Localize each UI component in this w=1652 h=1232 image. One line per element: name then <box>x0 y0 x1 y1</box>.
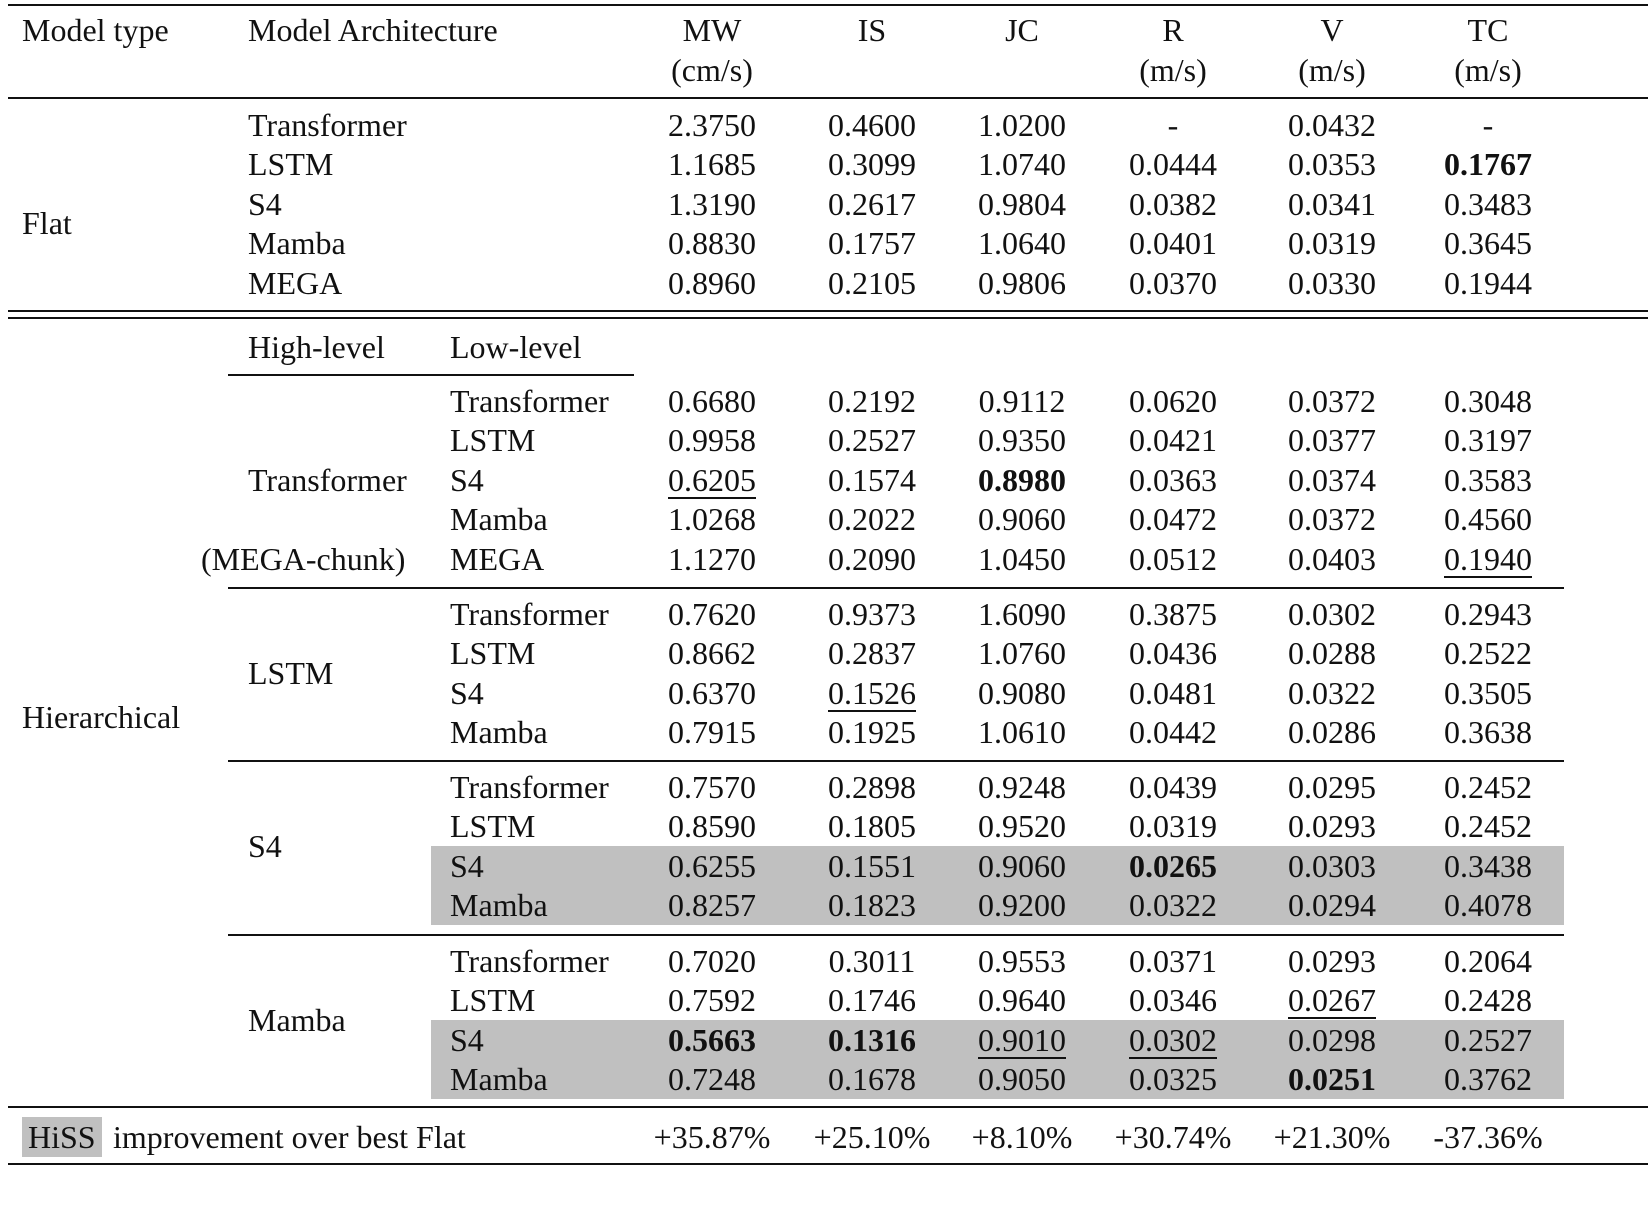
cell-v: 0.0303 <box>1288 847 1376 884</box>
cell-mw: 0.8830 <box>668 225 756 262</box>
low-level-label: Mamba <box>450 501 548 538</box>
cell-tc: 0.3505 <box>1444 674 1532 711</box>
improvement-tc: -37.36% <box>1433 1119 1543 1155</box>
cell-is: 0.2090 <box>828 540 916 577</box>
header-r: R <box>1162 12 1184 48</box>
cell-v: 0.0298 <box>1288 1021 1376 1058</box>
cell-r: 0.0401 <box>1129 225 1217 262</box>
cell-jc: 1.0640 <box>978 225 1066 262</box>
cell-r: 0.0322 <box>1129 887 1217 924</box>
low-level-label: Mamba <box>450 887 548 924</box>
cell-jc: 0.9350 <box>978 422 1066 459</box>
cell-r: 0.0346 <box>1129 982 1217 1019</box>
cell-jc: 0.8980 <box>978 461 1066 498</box>
cell-v: 0.0432 <box>1288 107 1376 143</box>
cell-v: 0.0293 <box>1288 943 1376 979</box>
cell-jc: 1.0450 <box>978 540 1066 577</box>
cell-r: 0.0302 <box>1129 1021 1217 1058</box>
cell-is: 0.1746 <box>828 982 916 1019</box>
cell-v: 0.0294 <box>1288 887 1376 924</box>
cell-v: 0.0341 <box>1288 185 1376 222</box>
cell-is: 0.1574 <box>828 461 916 498</box>
cell-mw: 0.7248 <box>668 1061 756 1098</box>
high-level-label: S4 <box>248 828 282 865</box>
cell-jc: 0.9553 <box>978 943 1066 979</box>
cell-jc: 0.9806 <box>978 264 1066 301</box>
cell-v: 0.0302 <box>1288 596 1376 632</box>
high-level-label: Mamba <box>248 1002 346 1039</box>
cell-r: 0.0382 <box>1129 185 1217 222</box>
low-level-label: Transformer <box>450 596 609 632</box>
cell-jc: 1.0740 <box>978 146 1066 183</box>
cell-mw: 1.3190 <box>668 185 756 222</box>
cell-mw: 1.1685 <box>668 146 756 183</box>
low-level-label: S4 <box>450 461 484 498</box>
cell-is: 0.1925 <box>828 714 916 751</box>
cell-tc: 0.2522 <box>1444 635 1532 672</box>
cell-tc: 0.2943 <box>1444 596 1532 632</box>
cell-jc: 0.9112 <box>978 383 1066 419</box>
cell-tc: 0.4560 <box>1444 501 1532 538</box>
flat-arch-label: Transformer <box>248 107 407 143</box>
low-level-label: Mamba <box>450 714 548 751</box>
improvement-v: +21.30% <box>1273 1119 1391 1155</box>
cell-is: 0.1526 <box>828 674 916 711</box>
cell-v: 0.0377 <box>1288 422 1376 459</box>
low-level-label: Transformer <box>450 769 609 805</box>
cell-jc: 0.9060 <box>978 501 1066 538</box>
cell-r: 0.0442 <box>1129 714 1217 751</box>
cell-is: 0.2837 <box>828 635 916 672</box>
cell-r: 0.3875 <box>1129 596 1217 632</box>
cell-mw: 0.8590 <box>668 808 756 845</box>
cell-tc: 0.1940 <box>1444 540 1532 577</box>
cell-is: 0.2898 <box>828 769 916 805</box>
improvement-r: +30.74% <box>1114 1119 1232 1155</box>
cell-v: 0.0288 <box>1288 635 1376 672</box>
top-rule <box>8 4 1648 6</box>
cell-mw: 0.6255 <box>668 847 756 884</box>
cell-mw: 0.5663 <box>668 1021 756 1058</box>
bottom-rule <box>8 1163 1648 1165</box>
cell-mw: 0.6205 <box>668 461 756 498</box>
cell-mw: 0.6680 <box>668 383 756 419</box>
cell-v: 0.0251 <box>1288 1061 1376 1098</box>
header-is: IS <box>857 12 887 48</box>
cell-tc: 0.2527 <box>1444 1021 1532 1058</box>
header-mw: MW <box>682 12 742 48</box>
cell-is: 0.1805 <box>828 808 916 845</box>
cell-r: 0.0371 <box>1129 943 1217 979</box>
cell-tc: 0.3638 <box>1444 714 1532 751</box>
header-unit-r: (m/s) <box>1139 52 1207 88</box>
cell-r: 0.0319 <box>1129 808 1217 845</box>
flat-arch-label: S4 <box>248 185 282 222</box>
cell-is: 0.2617 <box>828 185 916 222</box>
cell-mw: 1.1270 <box>668 540 756 577</box>
flat-arch-label: MEGA <box>248 264 343 301</box>
cell-jc: 0.9060 <box>978 847 1066 884</box>
cell-v: 0.0293 <box>1288 808 1376 845</box>
group-rule <box>228 587 1564 589</box>
cell-v: 0.0353 <box>1288 146 1376 183</box>
cell-mw: 0.9958 <box>668 422 756 459</box>
cell-is: 0.3011 <box>828 943 916 979</box>
cell-r: 0.0370 <box>1129 264 1217 301</box>
cell-mw: 0.8960 <box>668 264 756 301</box>
low-level-label: Transformer <box>450 943 609 979</box>
cell-r: 0.0421 <box>1129 422 1217 459</box>
cell-tc: 0.3197 <box>1444 422 1532 459</box>
cell-mw: 0.7020 <box>668 943 756 979</box>
cell-is: 0.2105 <box>828 264 916 301</box>
cell-jc: 1.0610 <box>978 714 1066 751</box>
header-jc: JC <box>1005 12 1039 48</box>
hierarchical-label: Hierarchical <box>22 699 181 735</box>
cell-r: 0.0325 <box>1129 1061 1217 1098</box>
cell-v: 0.0372 <box>1288 383 1376 419</box>
header-v: V <box>1320 12 1344 48</box>
cell-v: 0.0322 <box>1288 674 1376 711</box>
cell-tc: 0.3762 <box>1444 1061 1532 1098</box>
cell-is: 0.3099 <box>828 146 916 183</box>
low-level-label: S4 <box>450 674 484 711</box>
cell-jc: 0.9200 <box>978 887 1066 924</box>
improvement-label: improvement over best Flat <box>113 1119 466 1155</box>
low-level-label: MEGA <box>450 540 545 577</box>
header-rule <box>8 97 1648 99</box>
low-level-label: S4 <box>450 847 484 884</box>
cell-is: 0.2527 <box>828 422 916 459</box>
cell-r: 0.0436 <box>1129 635 1217 672</box>
low-level-label: S4 <box>450 1021 484 1058</box>
cell-r: 0.0439 <box>1129 769 1217 805</box>
flat-rule-1 <box>8 310 1648 312</box>
group-rule <box>228 760 1564 762</box>
cell-is: 0.1678 <box>828 1061 916 1098</box>
high-level-header: High-level <box>248 329 385 365</box>
cell-tc: 0.1944 <box>1444 264 1532 301</box>
cell-is: 0.1551 <box>828 847 916 884</box>
cell-mw: 2.3750 <box>668 107 756 143</box>
cell-tc: 0.1767 <box>1444 146 1532 183</box>
cell-tc: 0.2064 <box>1444 943 1532 979</box>
cell-jc: 0.9640 <box>978 982 1066 1019</box>
cell-r: 0.0363 <box>1129 461 1217 498</box>
cell-mw: 0.7570 <box>668 769 756 805</box>
cell-jc: 0.9248 <box>978 769 1066 805</box>
high-level-label: Transformer <box>248 461 407 498</box>
cell-v: 0.0267 <box>1288 982 1376 1019</box>
high-level-label: LSTM <box>248 655 334 692</box>
improvement-is: +25.10% <box>813 1119 931 1155</box>
cell-v: 0.0374 <box>1288 461 1376 498</box>
cell-is: 0.9373 <box>828 596 916 632</box>
low-level-label: Mamba <box>450 1061 548 1098</box>
cell-tc: 0.3583 <box>1444 461 1532 498</box>
improvement-jc: +8.10% <box>971 1119 1073 1155</box>
header-model-type: Model type <box>22 12 169 48</box>
low-level-header: Low-level <box>450 329 582 365</box>
header-model-architecture: Model Architecture <box>248 12 498 48</box>
cell-mw: 1.0268 <box>668 501 756 538</box>
header-unit-v: (m/s) <box>1298 52 1366 88</box>
cell-v: 0.0319 <box>1288 225 1376 262</box>
cell-r: - <box>1167 107 1179 143</box>
cell-tc: 0.2428 <box>1444 982 1532 1019</box>
flat-arch-label: LSTM <box>248 146 334 183</box>
cell-mw: 0.8257 <box>668 887 756 924</box>
flat-arch-label: Mamba <box>248 225 346 262</box>
cell-tc: 0.2452 <box>1444 769 1532 805</box>
low-level-label: LSTM <box>450 808 536 845</box>
hiss-tag: HiSS <box>22 1117 102 1157</box>
cell-tc: 0.3438 <box>1444 847 1532 884</box>
cell-tc: 0.3645 <box>1444 225 1532 262</box>
cell-v: 0.0295 <box>1288 769 1376 805</box>
cell-mw: 0.7620 <box>668 596 756 632</box>
cell-r: 0.0472 <box>1129 501 1217 538</box>
high-level-sublabel: (MEGA-chunk) <box>201 540 406 577</box>
cell-tc: - <box>1482 107 1494 143</box>
low-level-label: LSTM <box>450 422 536 459</box>
cell-r: 0.0265 <box>1129 847 1217 884</box>
cell-is: 0.1823 <box>828 887 916 924</box>
flat-rule-2 <box>8 317 1648 319</box>
header-unit-tc: (m/s) <box>1454 52 1522 88</box>
low-level-label: LSTM <box>450 635 536 672</box>
subheader-rule <box>228 374 634 376</box>
cell-is: 0.2022 <box>828 501 916 538</box>
cell-tc: 0.3048 <box>1444 383 1532 419</box>
low-level-label: Transformer <box>450 383 609 419</box>
cell-tc: 0.2452 <box>1444 808 1532 845</box>
cell-jc: 0.9010 <box>978 1021 1066 1058</box>
low-level-label: LSTM <box>450 982 536 1019</box>
cell-v: 0.0330 <box>1288 264 1376 301</box>
improvement-rule <box>8 1106 1648 1108</box>
cell-mw: 0.6370 <box>668 674 756 711</box>
flat-label: Flat <box>22 205 72 241</box>
cell-mw: 0.7592 <box>668 982 756 1019</box>
cell-v: 0.0286 <box>1288 714 1376 751</box>
cell-is: 0.2192 <box>828 383 916 419</box>
cell-jc: 0.9080 <box>978 674 1066 711</box>
cell-v: 0.0372 <box>1288 501 1376 538</box>
cell-is: 0.1316 <box>828 1021 916 1058</box>
group-rule <box>228 934 1564 936</box>
cell-mw: 0.7915 <box>668 714 756 751</box>
cell-tc: 0.3483 <box>1444 185 1532 222</box>
cell-jc: 0.9050 <box>978 1061 1066 1098</box>
cell-is: 0.1757 <box>828 225 916 262</box>
cell-jc: 1.0760 <box>978 635 1066 672</box>
cell-jc: 1.6090 <box>978 596 1066 632</box>
header-unit-mw: (cm/s) <box>671 52 753 88</box>
cell-r: 0.0620 <box>1129 383 1217 419</box>
cell-v: 0.0403 <box>1288 540 1376 577</box>
cell-r: 0.0512 <box>1129 540 1217 577</box>
cell-is: 0.4600 <box>828 107 916 143</box>
cell-mw: 0.8662 <box>668 635 756 672</box>
header-tc: TC <box>1467 12 1509 48</box>
improvement-mw: +35.87% <box>653 1119 771 1155</box>
cell-jc: 0.9520 <box>978 808 1066 845</box>
cell-r: 0.0444 <box>1129 146 1217 183</box>
cell-jc: 1.0200 <box>978 107 1066 143</box>
cell-jc: 0.9804 <box>978 185 1066 222</box>
cell-r: 0.0481 <box>1129 674 1217 711</box>
cell-tc: 0.4078 <box>1444 887 1532 924</box>
